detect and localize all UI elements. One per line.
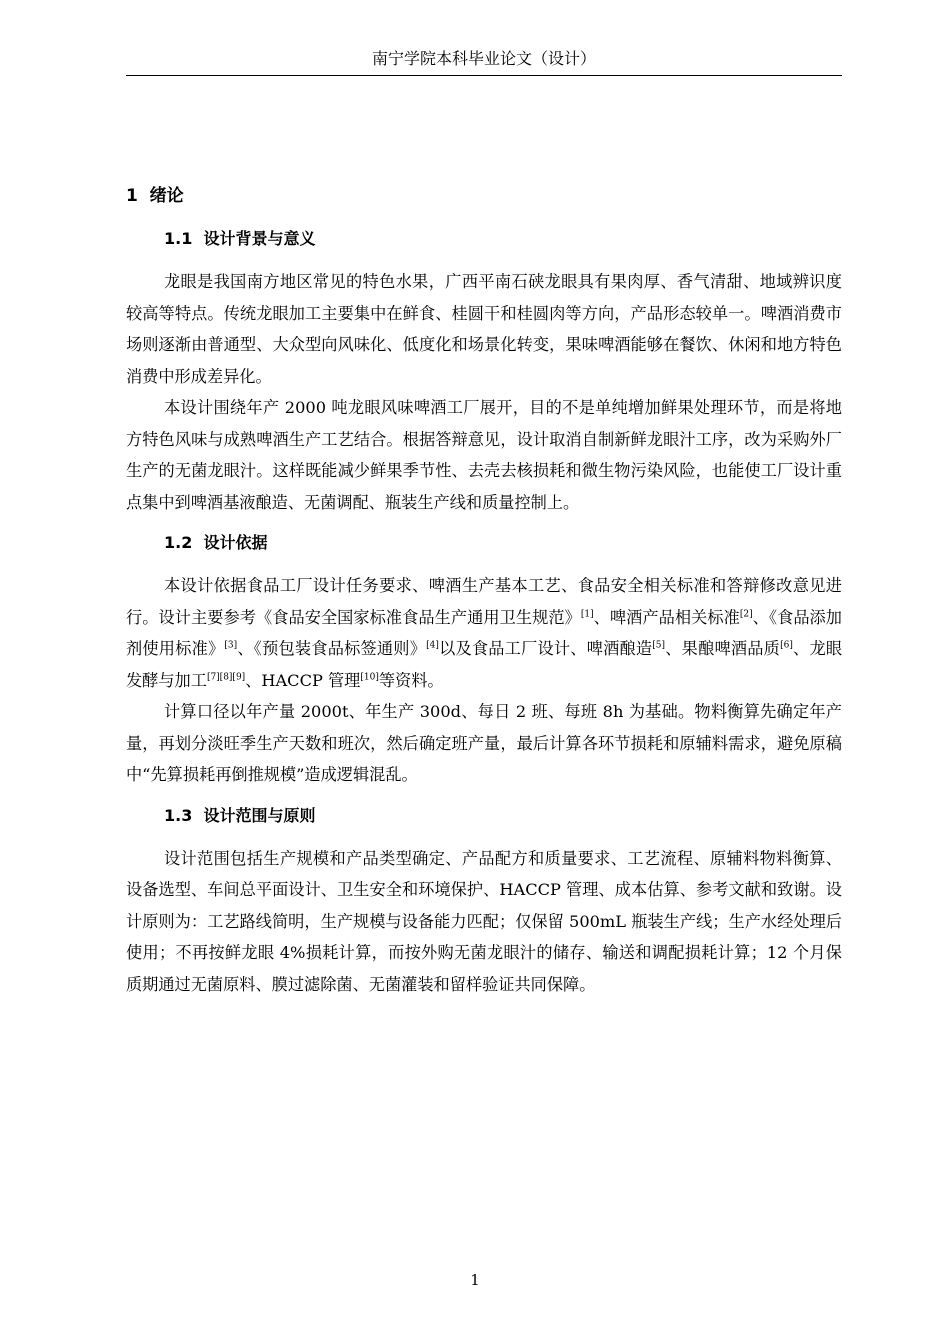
text-run: 以及食品工厂设计、啤酒酿造 [438,639,653,658]
citation-ref: [4] [426,640,439,651]
paragraph: 计算口径以年产量 2000t、年生产 300d、每日 2 班、每班 8h 为基础。物料衡算先确定年产量，再划分淡旺季生产天数和班次，然后确定班产量，最后计算各环节损耗和原辅料需求，避免原稿中“先算损耗再倒推规模”造成逻辑混乱。 [126,702,842,784]
section-title-1-1: 1.1 设计背景与意义 [164,229,316,248]
citation-ref: [2] [739,609,753,620]
text-run: 、《食品添加剂使用标准》 [126,607,842,658]
text-run: 、HACCP 管理 [245,670,361,690]
chapter-title: 1 绪论 [126,186,184,206]
text-run: 、果酿啤酒品质 [665,639,781,658]
paragraph-with-citations [126,570,842,696]
page-number: 1 [470,1271,480,1289]
text-run: 、龙眼发酵与加工 [126,639,843,690]
citation-ref: [1] [580,609,594,620]
paragraph: 本设计围绕年产 2000 吨龙眼风味啤酒工厂展开，目的不是单纯增加鲜果处理环节，而是将地方特色风味与成熟啤酒生产工艺结合。根据答辩意见，设计取消自制新鲜龙眼汁工序，改为采购外厂生产的无菌龙眼汁。这样既能减少鲜果季节性、去壳去核损耗和微生物污染风险，也能使工厂设计重点集中到啤酒基液酿造、无菌调配、瓶装生产线和质量控制上。 [126,398,842,512]
citation-ref: [3] [224,640,238,651]
section-title-1-3: 1.3 设计范围与原则 [164,805,316,825]
paragraph: 设计范围包括生产规模和产品类型确定、产品配方和质量要求、工艺流程、原辅料物料衡算、设备选型、车间总平面设计、卫生安全和环境保护、HACCP 管理、成本估算、参考文献和致谢。设计原则为：工艺路线简明，生产规模与设备能力匹配；仅保留 500mL 瓶装生产线；生产水经处理后使用；不再按鲜龙眼 4%损耗计算，而按外购无菌龙眼汁的储存、输送和调配损耗计算；12 个月保质期通过无菌原料、膜过滤除菌、无菌灌装和留样验证共同保障。 [126,848,842,994]
text-run: 、啤酒产品相关标准 [593,607,740,627]
text-run: 本设计依据食品工厂设计任务要求、啤酒生产基本工艺、食品安全相关标准和答辩修改意见进行。设计主要参考《食品安全国家标准食品生产通用卫生规范》 [126,576,842,627]
citation-ref: [5] [652,640,666,651]
running-header: 南宁学院本科毕业论文（设计） [371,49,596,68]
citation-ref: [10] [360,672,379,683]
citation-ref: [6] [780,640,793,651]
paragraph: 龙眼是我国南方地区常见的特色水果，广西平南石硖龙眼具有果肉厚、香气清甜、地域辨识度较高等特点。传统龙眼加工主要集中在鲜食、桂圆干和桂圆肉等方向，产品形态较单一。啤酒消费市场则逐渐由普通型、大众型向风味化、低度化和场景化转变，果味啤酒能够在餐饮、休闲和地方特色消费中形成差异化。 [126,272,842,386]
text-run: 、《预包装食品标签通则》 [237,639,427,658]
section-title-1-2: 1.2 设计依据 [164,533,268,552]
citation-ref: [7][8][9] [206,672,246,683]
header-rule [126,75,842,76]
text-run: 等资料。 [378,670,444,690]
page-body [126,170,842,1000]
